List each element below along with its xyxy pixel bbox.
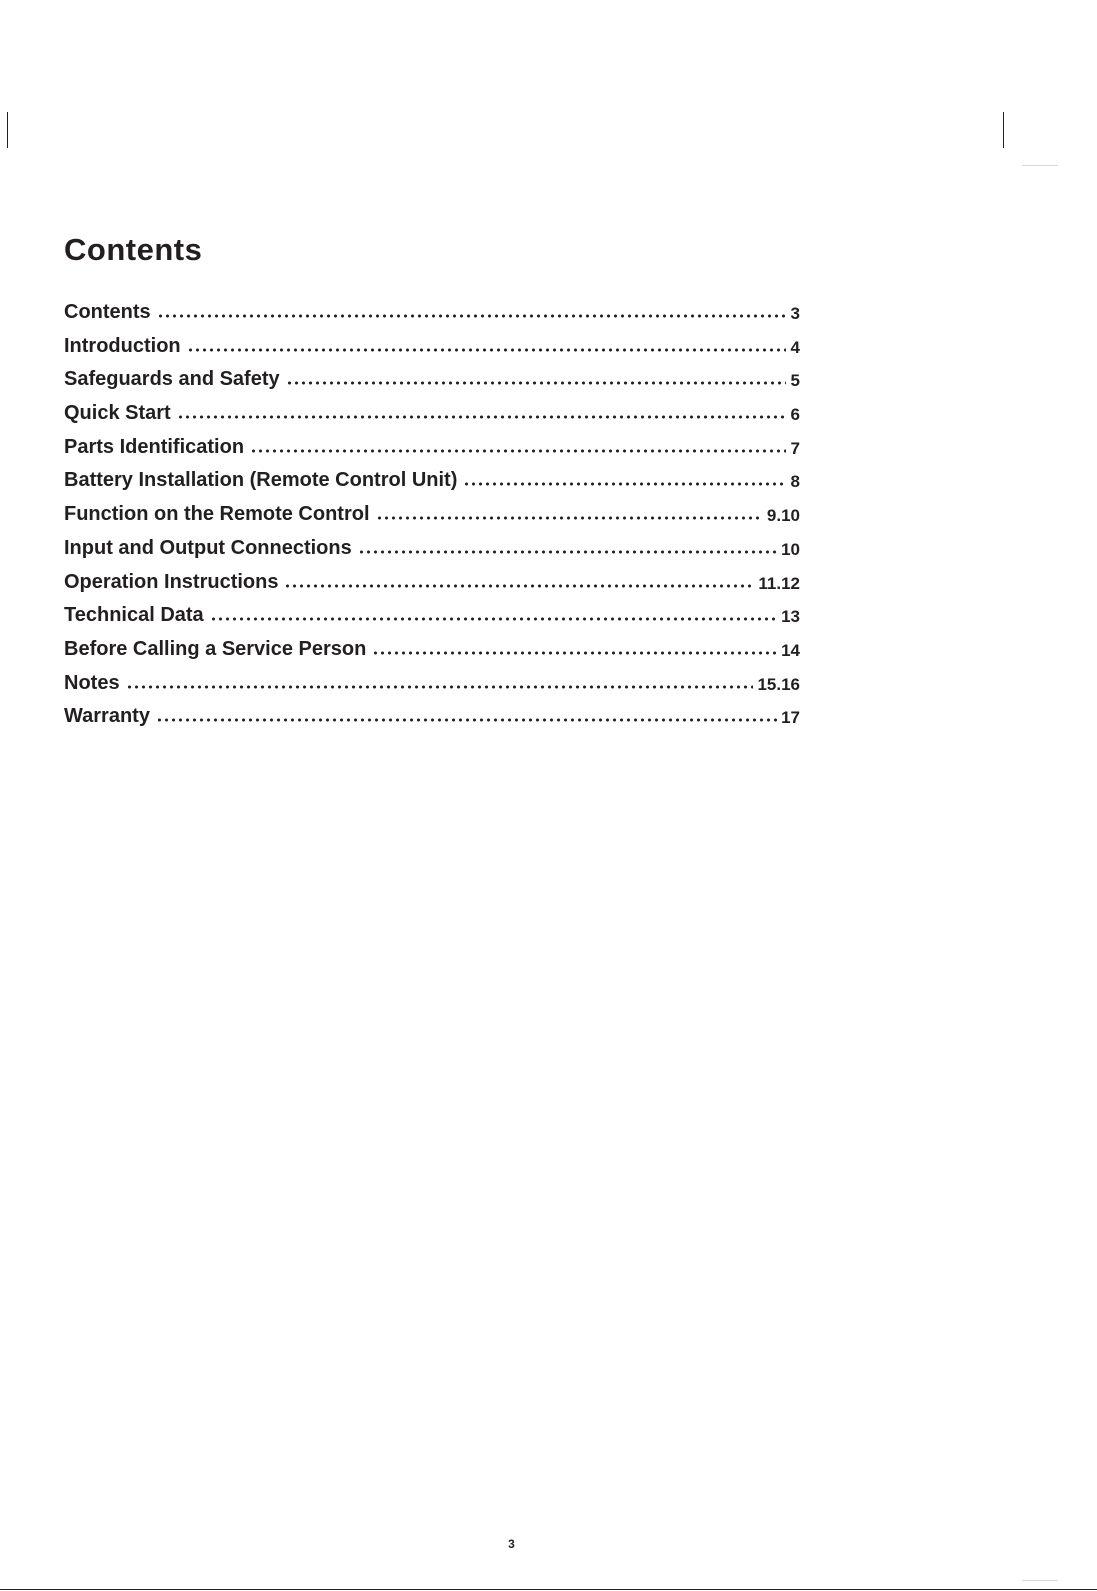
dot-leader <box>372 651 777 655</box>
toc-entry-label: Function on the Remote Control <box>64 503 370 526</box>
toc-entry-page: 10 <box>781 539 800 559</box>
toc-entry-page: 3 <box>790 304 800 323</box>
crop-mark-bottom-right <box>1022 1580 1058 1581</box>
toc-entry-page: 4 <box>790 337 800 357</box>
toc-entry-remote-control-functions[interactable] <box>64 502 800 526</box>
toc-entry-service[interactable] <box>64 637 800 661</box>
crop-mark-top-right <box>1022 165 1058 166</box>
toc-entry-notes[interactable] <box>64 671 800 695</box>
page-title: Contents <box>64 232 203 267</box>
dot-leader <box>463 482 786 486</box>
dot-leader <box>156 718 777 722</box>
toc-entry-safeguards[interactable] <box>64 367 800 391</box>
toc-entry-label: Input and Output Connections <box>64 536 352 559</box>
toc-entry-contents[interactable] <box>64 300 800 324</box>
dot-leader <box>210 617 777 621</box>
toc-entry-page: 13 <box>781 607 800 627</box>
toc-entry-page: 9.10 <box>766 506 800 526</box>
toc-entry-label: Operation Instructions <box>64 570 279 593</box>
dot-leader <box>126 685 754 689</box>
toc-entry-label: Safeguards and Safety <box>64 368 280 391</box>
dot-leader <box>376 516 763 520</box>
toc-entry-label: Contents <box>64 301 151 323</box>
toc-entry-introduction[interactable] <box>64 334 800 358</box>
crop-mark-left <box>7 112 8 148</box>
toc-entry-label: Introduction <box>64 334 181 357</box>
toc-entry-connections[interactable] <box>64 536 800 560</box>
toc-entry-label: Warranty <box>64 705 150 728</box>
toc-entry-parts-identification[interactable] <box>64 435 800 459</box>
dot-leader <box>286 381 786 385</box>
toc-entry-page: 5 <box>790 371 800 391</box>
table-of-contents <box>64 300 800 738</box>
toc-entry-label: Battery Installation (Remote Control Unit) <box>64 469 458 492</box>
toc-entry-page: 15.16 <box>757 674 800 694</box>
toc-entry-quick-start[interactable] <box>64 401 800 425</box>
toc-entry-page: 6 <box>790 405 800 425</box>
dot-leader <box>157 314 786 318</box>
toc-entry-label: Quick Start <box>64 402 171 425</box>
toc-entry-page: 8 <box>790 472 800 492</box>
toc-entry-label: Parts Identification <box>64 435 245 458</box>
toc-entry-technical-data[interactable] <box>64 603 800 627</box>
toc-entry-page: 7 <box>790 438 800 458</box>
toc-entry-warranty[interactable] <box>64 704 800 728</box>
dot-leader <box>284 584 754 588</box>
toc-entry-label: Technical Data <box>64 604 204 627</box>
dot-leader <box>187 348 786 352</box>
page-bottom-rule <box>0 1589 1097 1590</box>
dot-leader <box>250 449 786 453</box>
dot-leader <box>358 550 777 554</box>
dot-leader <box>177 415 786 419</box>
page-number: 3 <box>508 1537 515 1551</box>
toc-entry-page: 14 <box>781 640 800 660</box>
toc-entry-label: Notes <box>64 671 120 694</box>
toc-entry-page: 11.12 <box>758 573 800 593</box>
crop-mark-right <box>1003 112 1004 148</box>
toc-entry-page: 17 <box>781 708 800 728</box>
toc-entry-operation-instructions[interactable] <box>64 570 800 594</box>
toc-entry-battery-installation[interactable] <box>64 468 800 492</box>
toc-entry-label: Before Calling a Service Person <box>64 637 367 660</box>
